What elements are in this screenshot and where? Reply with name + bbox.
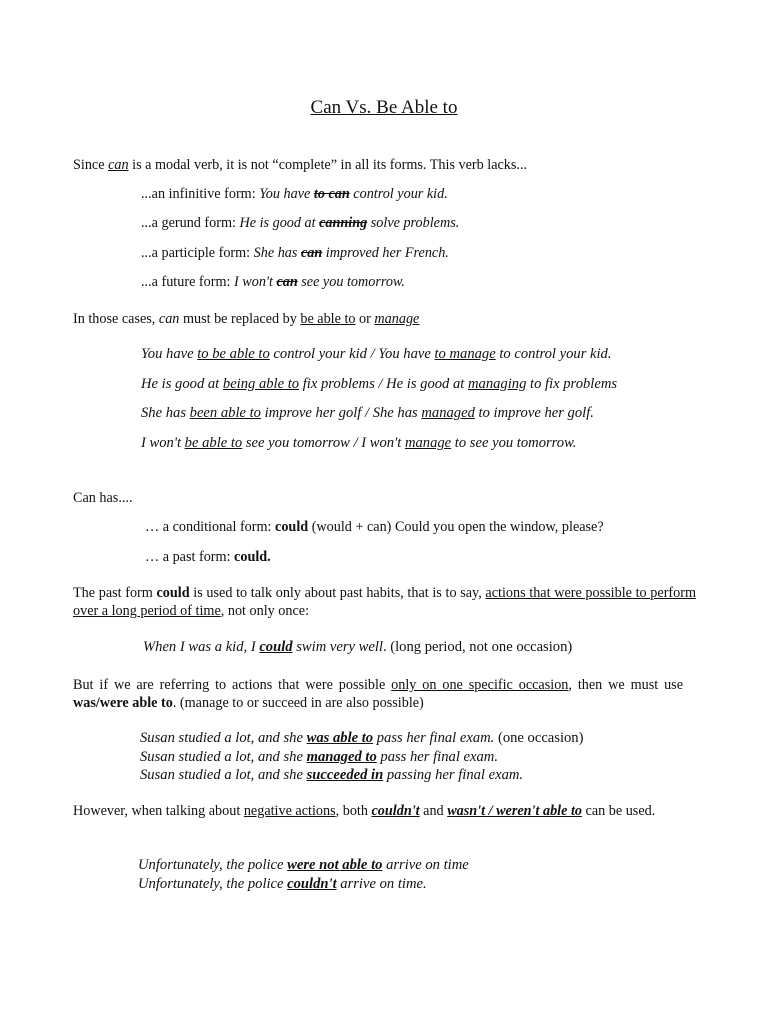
- susan-example: Susan studied a lot, and she succeeded in passing her final exam.: [140, 767, 524, 784]
- lack-item: ...a gerund form: He is good at canning solve problems.: [141, 215, 460, 231]
- kid-example: When I was a kid, I could swim very well. (long period, not one occasion): [143, 639, 573, 655]
- police-example: Unfortunately, the police couldn't arrive on time.: [138, 875, 427, 892]
- replacement-example: She has been able to improve her golf / She has managed to improve her golf.: [141, 405, 594, 421]
- replacement-example: He is good at being able to fix problems / He is good at managing to fix problems: [141, 376, 618, 392]
- negative-actions-paragraph: However, when talking about negative actions, both couldn't and wasn't / weren't able to can be used.: [73, 803, 656, 819]
- intro-paragraph: Since can is a modal verb, it is not “complete” in all its forms. This verb lacks...: [73, 157, 528, 173]
- police-examples: [138, 856, 469, 893]
- susan-example: Susan studied a lot, and she was able to pass her final exam. (one occasion): [140, 730, 584, 746]
- replace-paragraph: In those cases, can must be replaced by be able to or manage: [73, 311, 420, 327]
- lack-item: ...a future form: I won't can see you tomorrow.: [141, 274, 405, 290]
- specific-occasion-paragraph: But if we are referring to actions that were possible only on one specific occasion, then we must use was/were able to. (manage to or succeed in are also possible): [73, 677, 683, 712]
- lack-item: ...an infinitive form: You have to can control your kid.: [141, 186, 448, 202]
- police-example: Unfortunately, the police were not able to arrive on time: [138, 857, 469, 873]
- page-title: Can Vs. Be Able to: [310, 97, 458, 118]
- susan-example: Susan studied a lot, and she managed to pass her final exam.: [140, 748, 498, 765]
- can-has-label: Can has....: [73, 490, 133, 506]
- replacement-example: I won't be able to see you tomorrow / I won't manage to see you tomorrow.: [141, 435, 577, 451]
- conditional-form-item: … a conditional form: could (would + can) Could you open the window, please?: [145, 519, 604, 535]
- past-form-item: … a past form: could.: [145, 549, 271, 565]
- replacement-example: You have to be able to control your kid / You have to manage to control your kid.: [141, 346, 612, 362]
- past-form-paragraph: The past form could is used to talk only about past habits, that is to say, actions that were possible to perform over a long period of time, not only once:: [73, 585, 696, 620]
- lack-item: ...a participle form: She has can improved her French.: [141, 245, 449, 261]
- susan-examples: [140, 729, 583, 785]
